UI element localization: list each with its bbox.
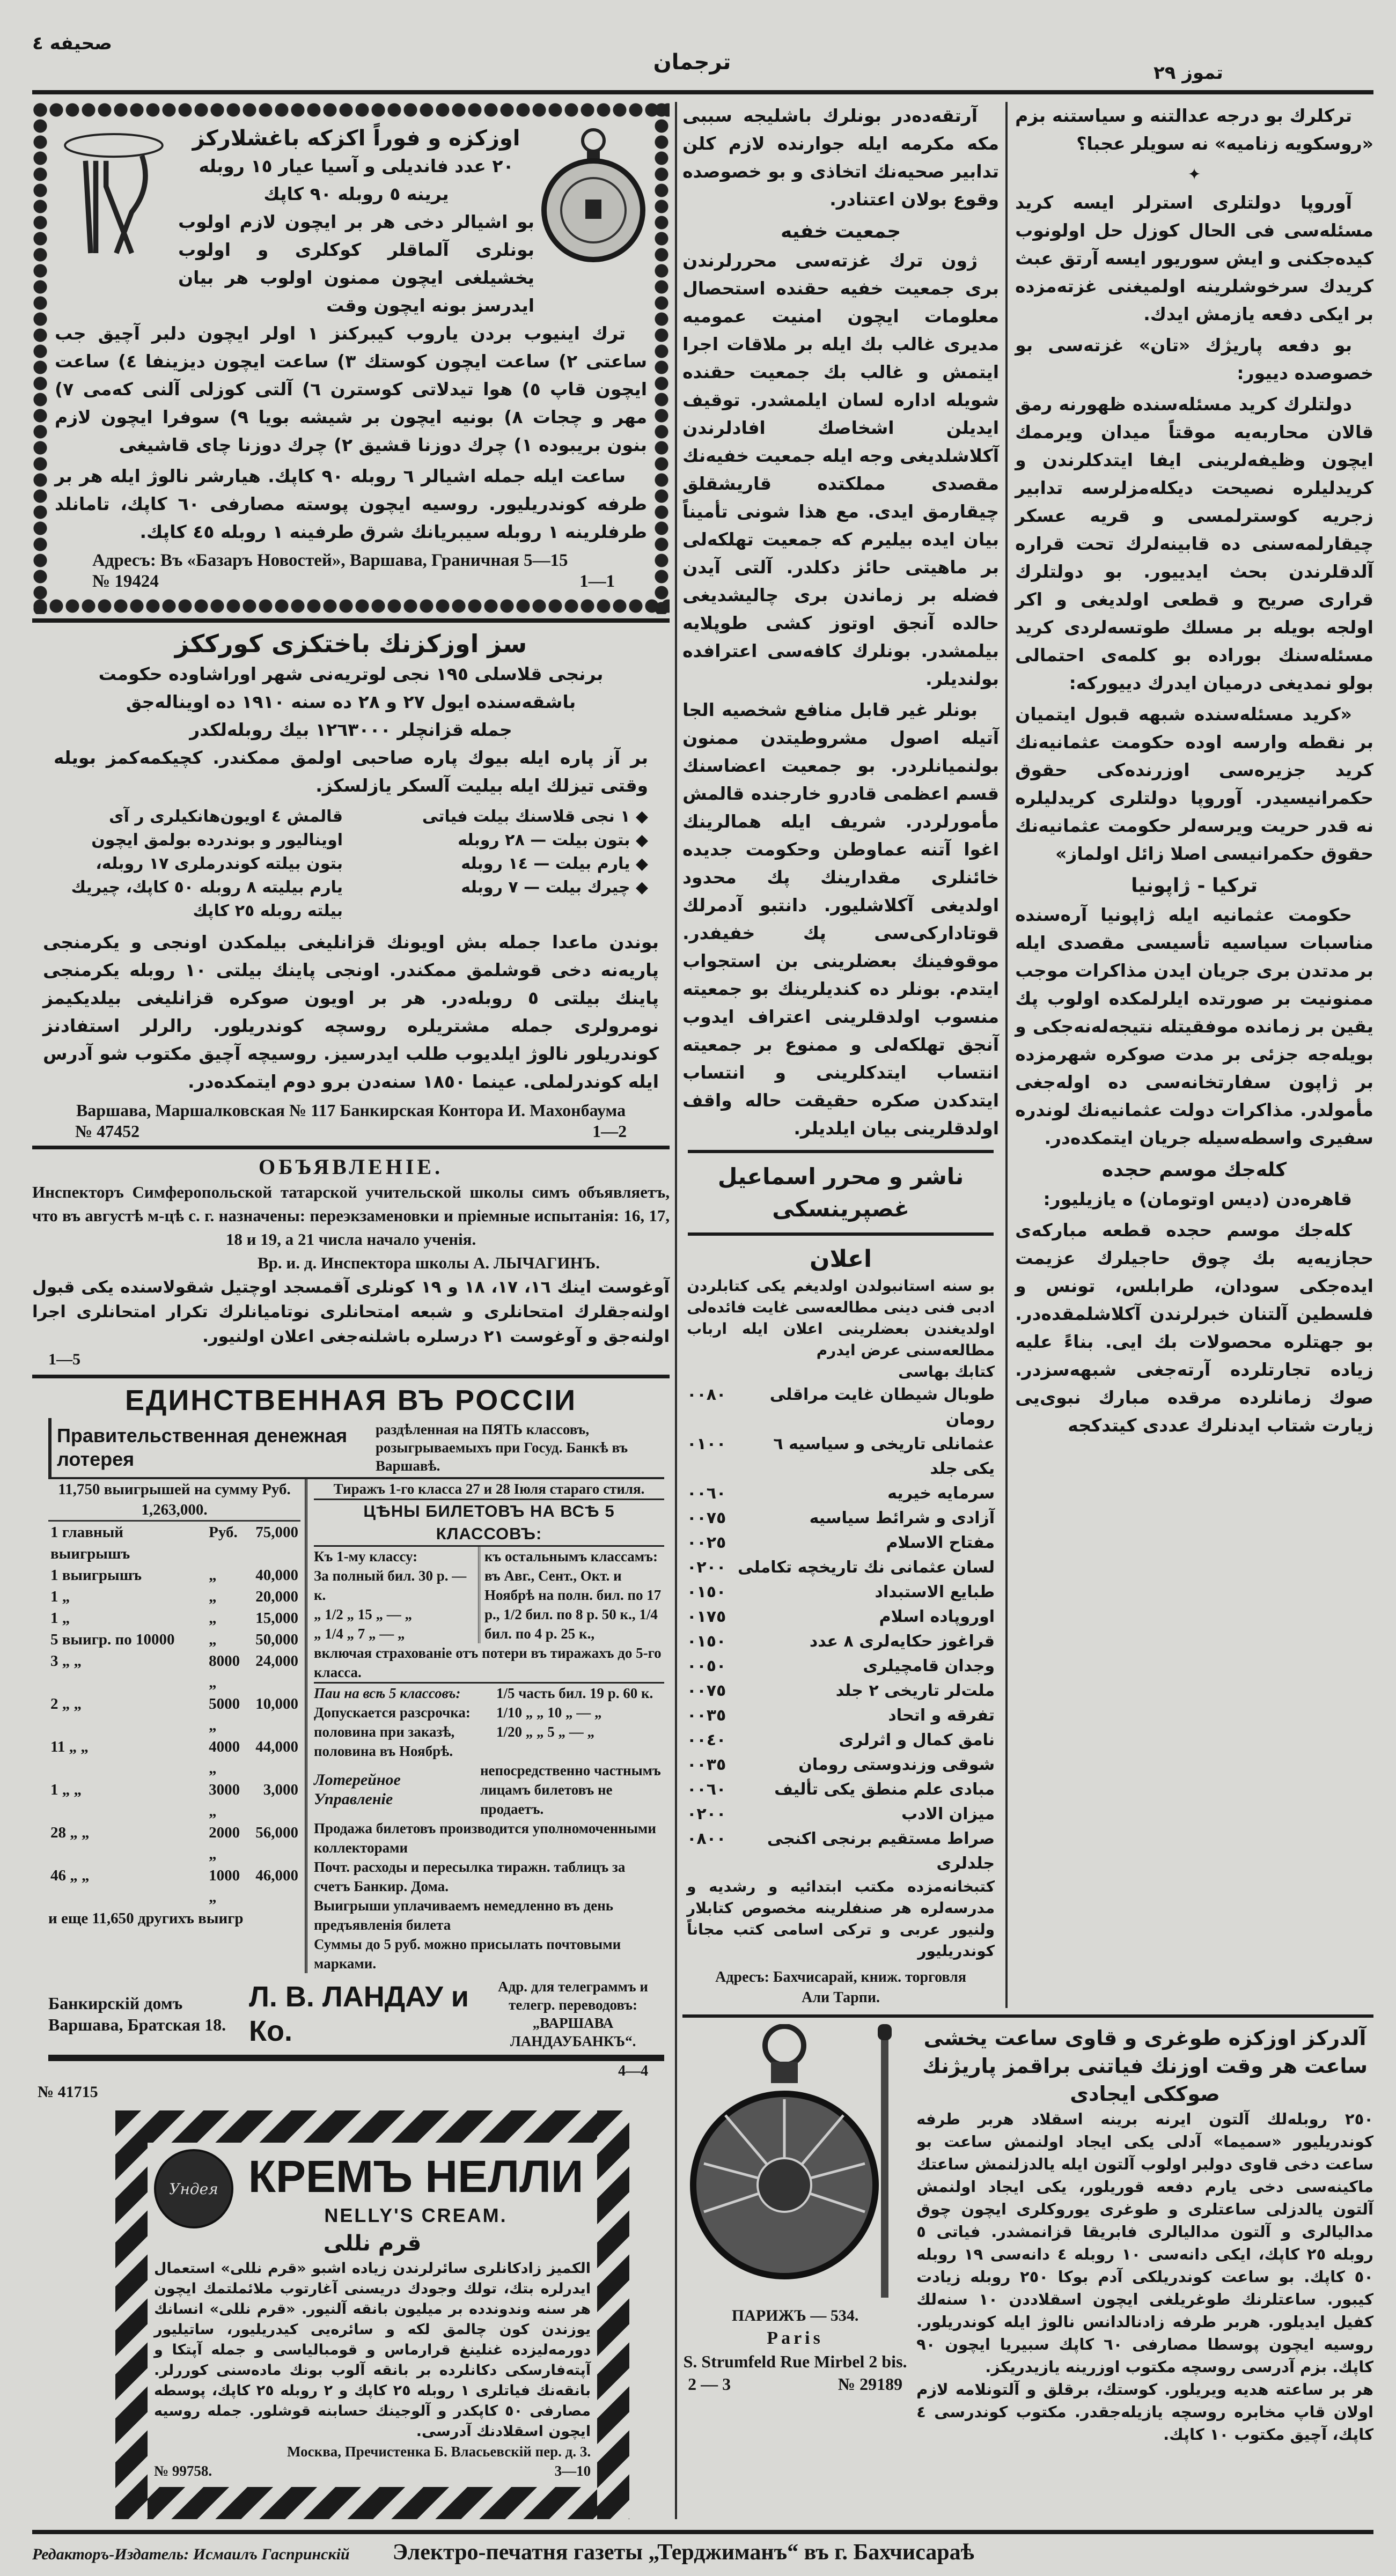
ad-number: № 47452 (75, 1121, 140, 1141)
lottery-sale: Продажа билетовъ производится уполномоченными коллекторами (314, 1820, 656, 1856)
prize-cell: 56,000 (255, 1824, 298, 1841)
prize-cell: 3 „ „ (50, 1652, 82, 1670)
lottery-others: и еще 11,650 другихъ выигр (48, 1910, 244, 1927)
prize-cell: 10,000 (255, 1695, 298, 1713)
share-line: 1/20 „ „ 5 „ — „ (496, 1724, 595, 1740)
ad-run: 2 — 3 (688, 2374, 731, 2394)
middle-column-text (682, 102, 999, 1142)
ad-paragraph: ترك اینیوب بردن یاروب كیبركنز ١ اولر ایچون دلبر آچیق جب ساعتی ٢) ساعت ایچون كوستك ٣) ساعت ایچون دیزینفا ٤) ساعت ایچون قاپ ٥) هوا تیدلاتی كوسترن ٦) آلتی كوزلی آلنی كه‌می ٧) مهر و چجات ٨) بونیه ایچون بر شیشه بویا ٩) سوفرا ایچون لازم بنون بریبوده ١) چرك دوزنا قشیق ٢) چرك دوزنا چای قاشیغی (55, 323, 648, 455)
brand-logo: Ундея (154, 2149, 233, 2228)
announcement-title: ОБЪЯВЛЕНІЕ. (258, 1155, 444, 1179)
book-price: ٠٨٠٠ (687, 1829, 726, 1848)
prize-cell: 5000 „ (209, 1695, 240, 1734)
ad-paragraph: ساعت ایله جمله اشیالر ٦ روبله ٩٠ كاپك. هیارشر نالوژ ایله هر بر طرفه كوندریلیور. روسیه ایچون پوسته مصارفی ٦٠ كاپك، تامانلد طرفلرینه ١ روبله سیبریانك شرق طرفینه ١ روبله ٤٥ كاپك. (55, 466, 648, 542)
prize-cell: „ (209, 1610, 217, 1627)
ad-gift: هر بر ساعته هدیه ویریلور. كوستك، برقلق و آلتونلامه لازم اولان قاپ مخابره روسچه یازیله‌جقدر. مكتوب كوندرسی ٤ كاپك، آچیق مكتوب ١٠ كاپك. (916, 2380, 1373, 2444)
divider (32, 618, 670, 623)
class-list (54, 805, 343, 923)
prize-cell: 40,000 (255, 1567, 298, 1584)
cream-body: الكمیز زادكانلری سائرلرندن زیاده اشبو «قرم نللی» استعمال ایدرلره بتك، تولك وجودك دریسنی آغارتوب ملائملتمك ایچون هر سنه وندوندده بر میلیون بانقه آلنیور. «قرم نللی» انسانك یوزندن كون چالمق لكه و سائره‌یی كیدریلیور، ساتیلیور دورمه‌لیزده غنلینغ قرارماس و قومبالیاسی و جمله آپتكا و آپته‌فارسكی دكانلرده بر بانقه آلوب بونك ماده‌سنی كوررلر. بانقه‌نك فیاتلری ١ روبله ٢٥ كاپك و ٢ روبله ٢٥ كاپك، پوسطه مصارفی ٥٠ كاپكدر و آلوجینك حسابنه قوشلور. جمله روسیه ایچون اسقلادنك آدرسی. (154, 2260, 591, 2440)
first-class-prices (314, 1547, 480, 1643)
prize-cell: 20,000 (255, 1588, 298, 1605)
prize-cell: 15,000 (255, 1610, 298, 1627)
prize-cell: 1 главный выигрышъ (50, 1524, 130, 1562)
book-item (687, 1481, 995, 1506)
article-paragraph: بونلر غیر قابل منافع شخصیه الجا آتیله اصول مشروطیتدن ممنون بولنمیانلردر. بو جمعیت اعضاسنك قسم اعظمی قادرو خارجنده قالمش مأمورلردر. شریف ایله همالرینك اغوا آتنه عماوطن وحكومت جدیده خائنلری مقدارینك پك محدود اولدیغی آكلاشلیور. دانتبو آدمرلك قوتاداركی‌سی پك خفیفدر. موقوفینك بعضلرینی بن استجواب ایتدم. بونلر ده كندیلرینك بو جمعیته منسوب اولدقلرینی اعتراف ایدوب آنجق تهلكه‌لی و ممنوع بر جمعیته انتساب ایتدكلرینی و انتساب ایتدكدن صكره حقیقت حاله واقف اولدقلرینی بیان ایلدیلر. (682, 699, 1000, 1139)
notice-intro: بو سنه استانبولدن اولدیغم یكی كتابلردن ادبی فنی دینی مطالعه‌سی غایت فائده‌لی اولدیغندن بعضلرینی اعلان ایله ارباب مطالعه‌سنی عرض ایدرم (687, 1277, 995, 1359)
divider (688, 1232, 994, 1236)
prize-cell: 1 выигрышъ (50, 1567, 142, 1584)
ad-address: Варшава, Маршалковская № 117 Банкирская Контора И. Махонбаума (76, 1101, 626, 1120)
installment: Допускается разсрочка: половина при заказѣ, половина въ Ноябрѣ. (314, 1704, 471, 1759)
article-paragraph: دولتلرك كرید مسئله‌سنده ظهورنه رمق قالان محاربه‌یه موقتاً میدان ویرممك ایچون وظیفه‌لرینی ایفا ایتدكلرندن و كریدلیلره نصیحت دیكله‌مزلرسه تدابیر زجریه كوسترلمسی و قریه عسكر چیقارلمه‌سنی ده قابینه‌لرك تحت قراره آلدقلرندن بحث ایدیيور. بو دولتلرك قراری صریح و قطعی اولدیغی و اكر اولجه بویله بر مسلك طوتسه‌لردی كرید مسئله‌سنك بوراده بو كلمه‌ی احتمالی بولو نمدیغی درمیان ایدرك دیيوركه: (1015, 394, 1373, 693)
ad-title: آلدركز اوزكزه طوغری و قاوی ساعت یخشی ساعت هر وقت اوزنك فیاتنی براقمز پاریژنك صوككی ایجادی (922, 2026, 1368, 2106)
ad-title: سز اوزكزنك باختكزی كورككز (174, 629, 527, 658)
ad-address: Адресъ: Въ «Базаръ Новостей», Варшава, Граничная 5—15 (92, 551, 568, 570)
divider (688, 1150, 994, 1153)
book-item (687, 1802, 995, 1827)
divider (32, 1375, 670, 1378)
prize-row (48, 1607, 300, 1629)
shares-title: Паи на всѣ 5 классовъ: (314, 1685, 461, 1701)
notice-address: Адресъ: Бахчисарай, книж. торговля Али Тарпи. (715, 1969, 967, 2006)
book-title: مبادی علم منطق یكی تألیف (774, 1780, 995, 1799)
notice-outro: كتبخانه‌مزده مكتب ابتدائیه و رشدیه و مدرسه‌لره هر صنفلرینه مخصوص كتابلار ولنیور عربی و تركی اسامی كتب مجاناً كوندریلیور (687, 1878, 995, 1960)
cutlery-illustration (55, 124, 173, 264)
price-item: ◆ ١ نجی قلاسنك بیلت فیاتی (422, 807, 649, 826)
article-paragraph: قاهره‌دن (دیس اوتومان) ه یازیلیور: (1043, 1189, 1352, 1209)
book-item (687, 1728, 995, 1753)
book-item (687, 1580, 995, 1605)
cream-title: КРЕМЪ НЕЛЛИ (248, 2151, 584, 2202)
prize-cell: 46 „ „ (50, 1867, 90, 1884)
announcement-tatar: آوغوست اینك ١٦، ١٧، ١٨ و ١٩ كونلری آقمسجد اوچتیل شقولاسنده یكی قبول اولنه‌جقلرك امتحانلری و شبعه امتحانلری نوتامیانلرك تكرار امتحانلری اجرا اولنه‌جق و آوغوست ٢١ درسلره باشلنه‌جغی اعلان اولنیور. (32, 1278, 670, 1346)
book-title: عثمانلی تاریخی و سیاسیه ٦ یكی جلد (773, 1435, 995, 1478)
bank-telegram: Адр. для телеграммъ и телегр. переводовъ: „ВАРШАВА ЛАНДАУБАНКЪ“. (498, 1979, 648, 2049)
book-notice (682, 1243, 999, 2008)
ad-number: № 19424 (92, 572, 159, 591)
ad-watch-paris (682, 2024, 1373, 2446)
class-item: اویناليور و بوندرده بولمق ایچون (91, 831, 343, 850)
book-price: ٠١٥٠ (687, 1632, 726, 1651)
book-title: مفتاح الاسلام (886, 1533, 995, 1552)
prize-row (48, 1564, 300, 1586)
article-paragraph: آوروپا دولتلری استرلر ایسه كرید مسئله‌سی فی الحال كوزل حل اولونوب كیده‌جكنی و ایش سوریور ایسه آرتق عبث كریدك سرخوشلرینه اولمیغنی غزته‌مزده بر ایكی دفعه یازمش ایدك. (1015, 192, 1373, 324)
announcement-body: Инспекторъ Симферопольской татарской учительской школы симъ объявляетъ, что въ августѣ м-цѣ с. г. назначены: переэкзаменовки и пріемные испытанія: 16, 17, 18 и 19, а 21 числа начало ученія. (32, 1183, 670, 1249)
book-item (687, 1703, 995, 1728)
share-line: 1/5 часть бил. 19 р. 60 к. (496, 1685, 653, 1701)
prize-cell: 46,000 (255, 1867, 298, 1884)
prize-cell: Руб. (209, 1524, 238, 1541)
book-price: ٠٠٦٠ (687, 1484, 726, 1503)
prize-row (48, 1650, 300, 1693)
first-class-line: „ 1/2 „ 15 „ — „ (314, 1606, 413, 1622)
lottery-management: Лотерейное Управленіе (314, 1771, 401, 1808)
ad-body (55, 320, 647, 546)
paris-office: ПАРИЖЪ — 534. (731, 2307, 859, 2324)
prize-cell: 8000 „ (209, 1652, 240, 1691)
book-price: ٠٠٨٠ (687, 1385, 726, 1404)
book-price: ٠٠٥٠ (687, 1657, 726, 1675)
ad-number: № 29189 (837, 2374, 903, 2394)
book-item (687, 1777, 995, 1802)
ad-state-lottery (32, 1383, 670, 2082)
pocket-watch-illustration (540, 124, 647, 264)
book-price: ٠٠٣٥ (687, 1706, 726, 1725)
newspaper-title: ترجمان (653, 50, 731, 75)
lottery-management-note: непосредственно частнымъ лицамъ билетовъ не продаетъ. (480, 1762, 661, 1817)
first-class-line: Къ 1-му классу: (314, 1548, 418, 1564)
ad-body: ٢٥٠ روبله‌لك آلتون ایرنه برینه اسقلاد هربر طرفه كوندریلیور «سمیما» آدلی یكی ایجاد اولنمش ساعت بو ساعت دخی قاوی دولبر اولوب آلتون ایله یالدزلنمش ساعتك ماكینه‌سی دخی یارم دفعه قوریلور، یكی ایجاد اولنمش آلتون یالدزلی ساعتلری و طوغری یوروكلری ایچون چوق مدالیالری و آلتون مدالیالری فابریقا قزانمشدر. فیاتی ٥ روبله ٢٥ كاپك، ایكی دانه‌سی ١٠ روبله ٤ دانه‌سی ١٩ روبله ٥٠ كاپك. بو ساعت كوندریلكی آدم بوكا ٢٥٠ روبله زیادت كیبور. ساعتلرنك طوغریلغی ایچون اسقلاددن ١٠ سنه‌لك كفیل ایدیلور. هربر طرفه زادنالدانس نالوژ ایله كوندریلور. روسیه ایچون پوسطا مصارفی ٦٠ كاپك سبیریا ایچون ٩٠ كاپك. بزم آدرسی روسچه مكتوب اوزرینه یازیدریكز. (916, 2110, 1373, 2376)
article-paragraph: «كرید مسئله‌سنده شبهه قبول ایتمیان بر نقطه وارسه اوده حكومت عثمانیه‌نك كرید جزیره‌سی اوزرنده‌كی حقوق حكمرانیسیدر. آوروپا دولتلری كریدلیلره نه قدر حریت ویرسه‌لر حكومت عثمانیه‌نك حقوق حكمرانیسی اصلا زائل اولماز» (1015, 704, 1373, 864)
prize-table (48, 1522, 300, 1908)
prize-row (48, 1736, 300, 1779)
prize-cell: 4000 „ (209, 1738, 240, 1777)
price-list (359, 805, 648, 923)
share-prices (496, 1684, 664, 1761)
article-paragraph: كله‌جك موسم حجده قطعه مباركه‌ی حجازیه‌یه بك چوق حاجیلرك عزیمت ایده‌جكی سودان، طرابلس، تونس و فلسطین آلتنان خبرلرندن آكلاشلمقده‌در. بو جهتلره محصولات بك ایی. بناءً علیه زیاده تجارتلرده آرته‌جغی شبهه‌سزدر. صوك زمانلرده مرقده مبارك نبوی‌یی زیارت شتاب ایدنلرك عددی كیتدكجه (1015, 1220, 1373, 1436)
book-price: ٠٠٣٥ (687, 1755, 726, 1774)
prize-cell: „ (209, 1567, 217, 1584)
book-title: نامق كمال و اثرلری (839, 1731, 995, 1750)
book-title: میزان الادب (901, 1805, 995, 1824)
ad-offer: ٢٠ عدد فاندیلی و آسیا عیار ١٥ روبله (199, 156, 514, 176)
prize-cell: 24,000 (255, 1652, 298, 1670)
book-price: ٠٢٠٠ (687, 1558, 726, 1577)
book-item (687, 1383, 995, 1432)
prize-cell: 75,000 (255, 1524, 298, 1541)
publisher-heading: ناشر و محرر اسماعیل غصپرینسكی (717, 1163, 964, 1222)
lottery-insurance: включая страхованіе отъ потери въ тиражахъ до 5-го класса. (314, 1643, 664, 1684)
ad-nelly-cream (115, 2110, 629, 2519)
book-title: طوبال شیطان غایت مراقلی رومان (769, 1385, 995, 1429)
right-column-text (1008, 102, 1373, 2008)
ad-price: یرینه ٥ روبله ٩٠ كاپك (263, 183, 449, 204)
prize-cell: 1 „ (50, 1610, 70, 1627)
prize-row (48, 1586, 300, 1607)
first-class-line: За полный бил. 30 р. — к. (314, 1568, 467, 1603)
lottery-stamps: Суммы до 5 руб. можно присылать почтовыми марками. (314, 1936, 621, 1972)
footer-printer: Электро-печатня газеты „Терджиманъ“ въ г. Бахчисараѣ (392, 2540, 974, 2565)
prize-row (48, 1522, 300, 1564)
article-paragraph: بو دفعه پاریژك «تان» غزته‌سی بو خصوصده دیيور: (1015, 335, 1373, 383)
footer-editor: Редакторъ-Издатель: Исмаилъ Гаспринскій (32, 2545, 350, 2563)
ad-note: بر آز پاره ایله بیوك پاره صاحبی اولمق ممكندر. كچیكمه‌كمز بویله وقتی تیزلك ایله بیلیت آلسكر یازلسكز. (54, 747, 649, 796)
cream-address: Москва, Пречистенка Б. Власьевскій пер. д. 3. (287, 2444, 591, 2460)
ad-title: اوزكزه و فوراً اكزكه باغشلاركز (192, 126, 520, 151)
prize-cell: 1 „ (50, 1588, 70, 1605)
prize-cell: 2000 „ (209, 1824, 240, 1863)
lottery-title: ЕДИНСТВЕННАЯ ВЪ РОССІИ (124, 1384, 577, 1416)
lottery-subtitle: Правительственная денежная лотерея (57, 1424, 348, 1470)
middle-column (682, 102, 1008, 2008)
book-title: آزادی و شرائط سیاسیه (809, 1509, 995, 1527)
book-price: ٠١٧٥ (687, 1607, 726, 1626)
prize-cell: 1 „ „ (50, 1781, 82, 1798)
prize-cell: 3,000 (263, 1781, 298, 1798)
first-class-line: „ 1/4 „ 7 „ — „ (314, 1626, 405, 1642)
announcement-signature: Вр. и. д. Инспектора школы А. ЛЫЧАГИНЪ. (258, 1253, 600, 1272)
cream-number: № 99758. (154, 2463, 212, 2479)
book-title: شوقی وزندوستی رومان (798, 1755, 995, 1774)
cream-title-ar: قرم نللی (323, 2231, 422, 2256)
page-number: صحیفه ٤ (32, 33, 112, 54)
announcement (32, 1154, 670, 1370)
prize-row (48, 1629, 300, 1650)
prize-cell: 11 „ „ (50, 1738, 89, 1755)
book-price: ٠١٠٠ (687, 1435, 726, 1453)
book-title: اوروپاده اسلام (879, 1607, 995, 1626)
price-item: ◆ بتون بیلت — ٢٨ روبله (458, 831, 649, 850)
book-price: ٠٠٧٥ (687, 1509, 726, 1527)
lottery-prices-title: ЦѢНЫ БИЛЕТОВЪ НА ВСѢ 5 КЛАССОВЪ: (314, 1499, 664, 1547)
prize-cell: 2 „ „ (50, 1695, 82, 1713)
ad-paragraph: بو اشیالر دخی هر بر ایچون لازم اولوب بونلری آلماقلر كوكلری و اولوب یخشیلغی ایچون ممنون اولوب هر بیان ایدرسز بونه ایچون وقت (178, 211, 535, 316)
ad-watch-gift (32, 102, 670, 614)
paris-city: Paris (767, 2328, 824, 2348)
book-item (687, 1432, 995, 1481)
book-item (687, 1629, 995, 1654)
ornament: ✦ (1187, 165, 1201, 184)
lottery-payout: Выигрыши уплачиваемъ немедленно въ день предъявленія билета (314, 1898, 614, 1933)
book-list (687, 1383, 995, 1876)
prize-row (48, 1822, 300, 1865)
article-intro: تركلرك بو درجه عدالتنه و سیاستنه بزم «روسكویه زنامیه» نه سویلر عجبا؟ (1015, 105, 1373, 154)
left-column (32, 102, 677, 2519)
book-title: صراط مستقیم برنجی اكنجی جلدلری (767, 1829, 995, 1873)
bank-label: Банкирскій домъ (48, 1994, 183, 2013)
ad-prize-total: جمله قزانچلر ١٢٦٣٠٠٠ بیك روبله‌لكدر (189, 719, 512, 740)
lottery-run: 4—4 (618, 2063, 649, 2079)
book-item (687, 1827, 995, 1876)
book-price: ٠٢٠٠ (687, 1805, 726, 1824)
ad-run: 1—1 (579, 572, 615, 591)
book-item (687, 1679, 995, 1703)
book-title: طبایع الاستبداد (875, 1583, 995, 1601)
ad-lottery-tatar (32, 627, 670, 1141)
section-heading: جمعیت خفیه (781, 220, 901, 242)
book-item (687, 1605, 995, 1629)
prize-row (48, 1779, 300, 1822)
section-heading-hajj: كله‌جك موسم حجده (1101, 1159, 1287, 1181)
share-line: 1/10 „ „ 10 „ — „ (496, 1704, 602, 1721)
prize-cell: „ (209, 1588, 217, 1605)
class-item: قالمش ٤ اویون‌هانكیلری ر آی (109, 807, 343, 826)
cream-title-en: NELLY'S CREAM. (324, 2204, 508, 2226)
prize-cell: „ (209, 1631, 217, 1648)
book-item (687, 1654, 995, 1679)
book-title: قراغوز حكایه‌لری ٨ عدد (809, 1632, 995, 1651)
other-class-prices: къ остальнымъ классамъ: въ Авг., Сент., Окт. и Ноябрѣ на полн. бил. по 17 р., 1/2 бил. по 8 р. 50 к., 1/4 бил. по 4 р. 25 к., (484, 1548, 662, 1642)
price-item: ◆ یارم بیلت — ١٤ روبله (461, 854, 649, 873)
paris-address: S. Strumfeld Rue Mirbel 2 bis. (683, 2352, 907, 2371)
book-price: ٠١٥٠ (687, 1583, 726, 1601)
book-item (687, 1531, 995, 1555)
notice-subtitle: كتابك بهاسی (898, 1363, 995, 1381)
prize-cell: 44,000 (255, 1738, 298, 1755)
footer-rule (32, 2530, 1373, 2534)
book-title: ملت‌لر تاریخی ٢ جلد (835, 1681, 995, 1700)
class-item: بتون بیلته كوندرملری ١٧ روبله، (95, 854, 343, 873)
cream-run: 3—10 (554, 2463, 591, 2479)
book-item (687, 1753, 995, 1777)
issue-date: تموز ٢٩ (1153, 62, 1223, 84)
book-title: سرمایه خیریه (887, 1484, 995, 1503)
pocket-watch-illustration (682, 2024, 897, 2303)
prize-cell: 50,000 (255, 1631, 298, 1648)
bank-name: Л. В. ЛАНДАУ и Ко. (249, 1981, 469, 2047)
bank-address: Варшава, Братская 18. (48, 2015, 226, 2034)
price-item: ◆ چیرك بیلت — ٧ روبله (461, 878, 649, 897)
book-title: تفرقه و اتحاد (888, 1706, 995, 1725)
prize-row (48, 1865, 300, 1908)
article-paragraph: آرتقه‌ده‌در بونلرك باشلیجه سببی مكه مكرمه ایله جوارنده لازم كلن تدابیر صحیه‌نك اتخاذی و بو خصوصده وقوع بولان اعتنادر. (682, 105, 1000, 210)
article-paragraph: حكومت عثمانیه ایله ژاپونیا آره‌سنده مناسبات سیاسیه تأسیسی مقصدی ایله بر مدتدن بری جریان ایدن مذاكرات موجب ممنونیت بر صورتده ایلرلمكده اولوب پك یقین بر زمانده موفقیتله نتیجه‌له‌نه‌جكی و بویله‌جه جزئی بر مدت صوكره شهرمزده بر ژاپون سفارتخانه‌سی ده‌ اوله‌جغی مأمولدر. مذاكرات دولت عثمانیه‌نك لوندره سفیری واسطه‌سیله جریان ایتمكده‌در. (1015, 904, 1373, 1148)
page-columns (32, 0, 1373, 2519)
book-price: ٠٠٤٠ (687, 1731, 726, 1750)
book-item (687, 1506, 995, 1531)
lottery-draw: Тиражъ 1-го класса 27 и 28 Іюля стараго стиля. (333, 1481, 645, 1497)
prize-cell: 5 выигр. по 10000 (50, 1631, 175, 1648)
right-area (677, 102, 1373, 2519)
divider (32, 1146, 670, 1149)
section-heading-japan: تركیا - ژاپونیا (1131, 875, 1258, 897)
announcement-run: 1—5 (48, 1350, 80, 1368)
class-item: بیلته روبله ٢٥ كاپك (193, 902, 343, 920)
book-price: ٠٠٦٠ (687, 1780, 726, 1799)
lottery-number: № 41715 (38, 2083, 98, 2101)
lottery-subtitle-note: раздѣленная на ПЯТЬ классовъ, розыгрываемыхъ при Госуд. Банкѣ въ Варшавѣ. (376, 1421, 628, 1474)
prize-row (48, 1693, 300, 1736)
divider (682, 2014, 1373, 2018)
footer (32, 2530, 1373, 2565)
lottery-postage: Почт. расходы и пересылка тиражн. таблицъ за счетъ Банкир. Дома. (314, 1859, 626, 1894)
prize-cell: 3000 „ (209, 1781, 240, 1820)
book-title: لسان عثمانی نك تاریخچه تكاملی (738, 1558, 995, 1577)
notice-title: اعلان (810, 1245, 872, 1273)
divider (48, 2055, 664, 2061)
ad-body: بوندن ماعدا جمله بش اویونك قزانلیغی بیلمكدن اونجی و یكرمنجی پاریه‌نه دخی قوشلمق ممكندر. اونجی پاینك بیلتی ١٠ روبله یكرمنجی پاینك بیلتی ٥ روبله‌در. هر بر اویون صوكره قزانلیغی بیلدیكیمز نومرولری جمله مشتریلره روسچه كوندریلور. رالرلر استفادنز كوندریلور نالوژ ایلدیوب طلب ایدرسیز. روسیچه آچیق مكتوب شو آدرس ایله كوندرلملی. عینما ١٨٥٠ سنه‌دن برو دوم ایتمكده‌در. (43, 932, 659, 1092)
book-price: ٠٠٧٥ (687, 1681, 726, 1700)
lottery-total: 11,750 выигрышей на сумму Руб. 1,263,000. (48, 1479, 300, 1522)
class-item: یارم بیلیته ٨ روبله ٥٠ كاپك، چیریك (71, 878, 343, 897)
book-item (687, 1555, 995, 1580)
prize-cell: 1000 „ (209, 1867, 240, 1906)
book-title: وجدان قامچیلری (863, 1657, 995, 1675)
ad-run: 1—2 (592, 1121, 627, 1141)
book-price: ٠٠٢٥ (687, 1533, 726, 1552)
article-paragraph: ژون ترك غزته‌سی محررلرندن بری جمعیت خفیه حقنده استحصال معلومات ایچون امنیت عمومیه مدیری غالب بك ایله بر ملاقات اجرا ایتمش و غالب بك جمعیت حقنده شویله اداره لسان ایلمشدر. توقیف ایدیلن اشخاصك افادلرندن آكلاشلدیغی وجه ایله جمعیت خفیه‌نك مقصدی مملكتده قاریشقلق چیقارمق ایدی. مع هذا شونی تأمیناً بیان ایده بیلیرم كه جمعیت تهلكه‌لی بر ماهیتی حائز دكلدر. آلتی آیدن فضله بر زماندن بری چالیشدیغی حالده آنجق اوتوز كشی طوپلایه بیلمشدر. بونلرك كافه‌سی اعترافده بولندیلر. (682, 250, 1000, 689)
ad-intro: برنجی قلاسلی ١٩٥ نجی لوتریه‌نی شهر اوراشاوده حكومت باشقه‌سنده ایول ٢٧ و ٢٨ ده سنه ١٩١٠ ده اویناله‌جق (98, 663, 604, 712)
prize-cell: 28 „ „ (50, 1824, 90, 1841)
